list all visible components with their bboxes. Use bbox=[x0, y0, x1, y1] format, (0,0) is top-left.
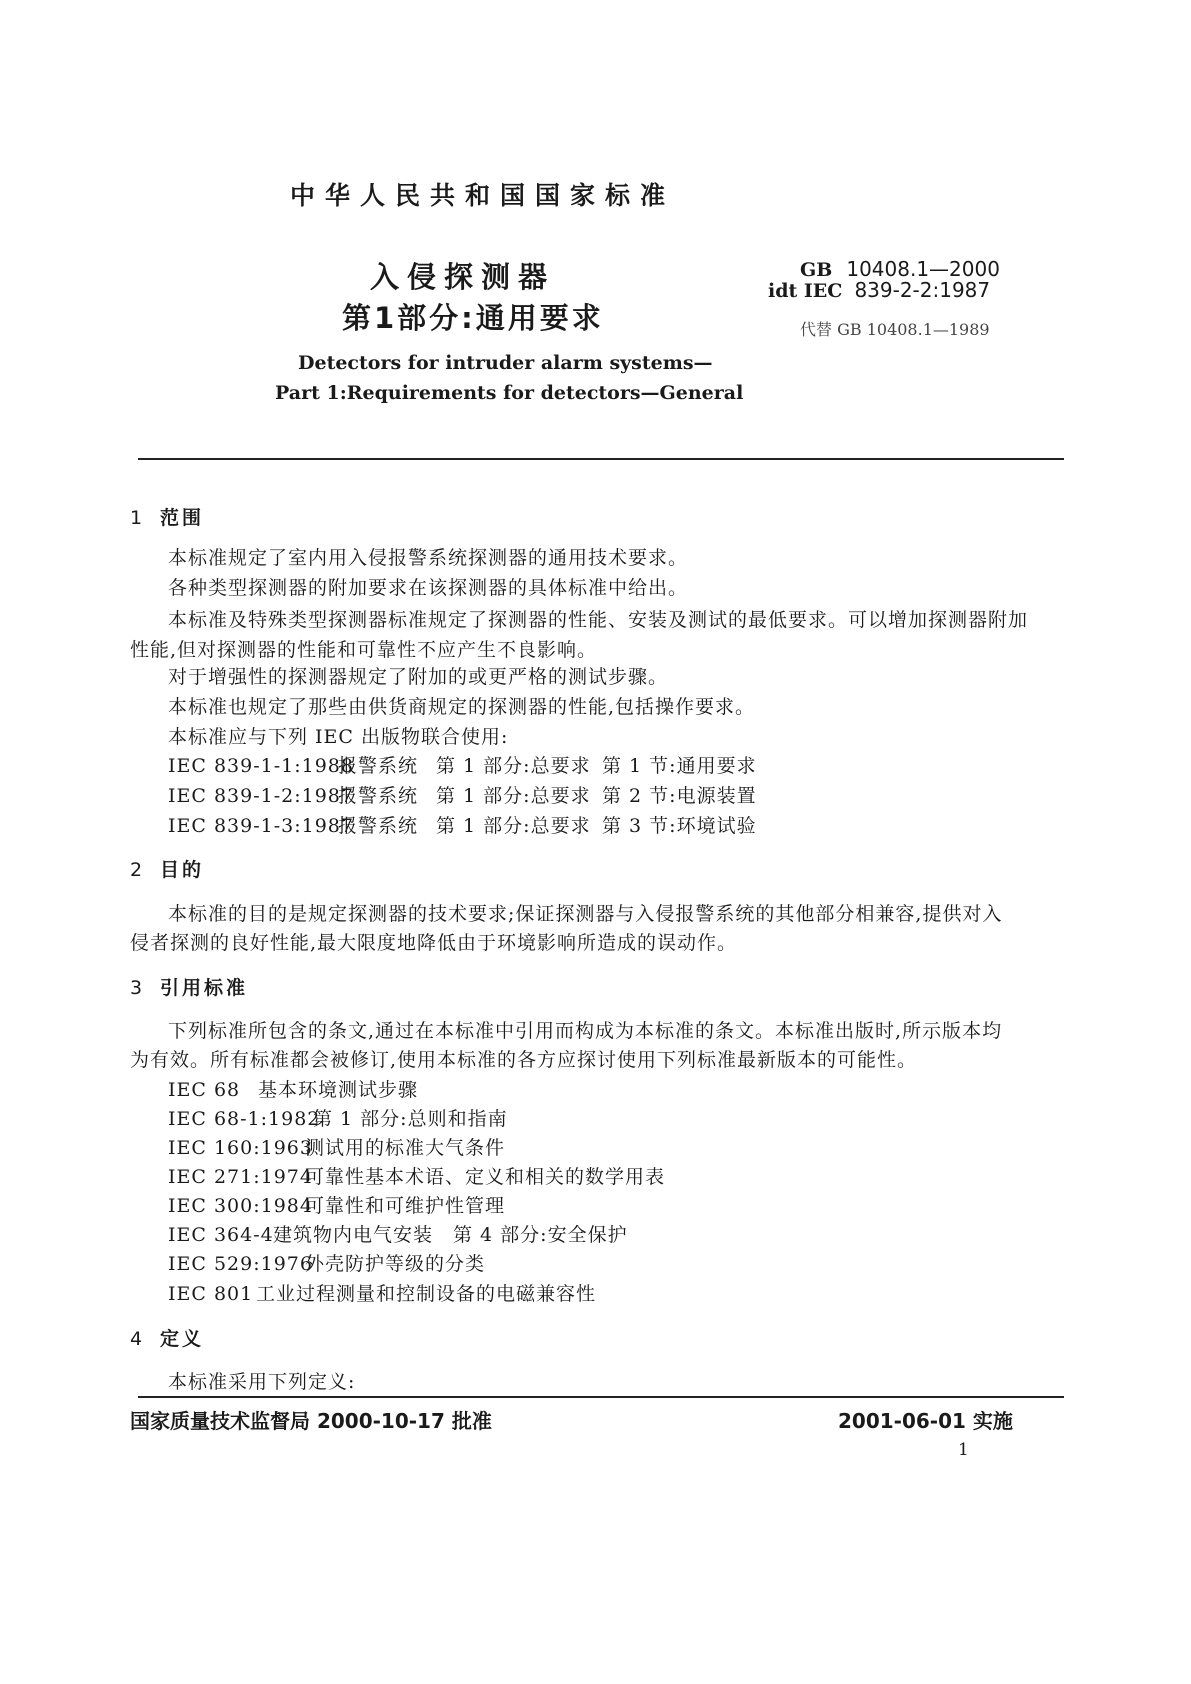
s3-ref-row bbox=[168, 1075, 418, 1102]
title-en-line1: Detectors for intruder alarm systems— bbox=[298, 352, 713, 374]
idt-code bbox=[768, 278, 990, 302]
ref-section: 第 3 节:环境试验 bbox=[602, 815, 757, 837]
section-2-title: 目的 bbox=[160, 859, 205, 881]
s1-paragraph-1: 本标准规定了室内用入侵报警系统探测器的通用技术要求。 bbox=[168, 547, 689, 569]
s1-paragraph-4: 对于增强性的探测器规定了附加的或更严格的测试步骤。 bbox=[168, 666, 669, 688]
ref-section: 第 1 节:通用要求 bbox=[602, 755, 757, 777]
section-4-heading bbox=[130, 1324, 204, 1351]
title-en-line2: Part 1:Requirements for detectors—General bbox=[275, 382, 744, 404]
section-3-title: 引用标准 bbox=[160, 977, 249, 999]
ref-code: IEC 160:1963 bbox=[168, 1137, 313, 1159]
s2-paragraph-1a: 本标准的目的是规定探测器的技术要求;保证探测器与入侵报警系统的其他部分相兼容,提供对入 bbox=[168, 903, 1003, 925]
ref-title: 可靠性和可维护性管理 bbox=[305, 1195, 506, 1217]
s1-paragraph-5: 本标准也规定了那些由供货商规定的探测器的性能,包括操作要求。 bbox=[168, 696, 756, 718]
ref-title: 测试用的标准大气条件 bbox=[305, 1137, 506, 1159]
ref-title: 工业过程测量和控制设备的电磁兼容性 bbox=[256, 1283, 597, 1305]
idt-code-number: 839-2-2:1987 bbox=[854, 278, 991, 302]
footer-divider bbox=[138, 1396, 1064, 1398]
s1-paragraph-3b: 性能,但对探测器的性能和可靠性不应产生不良影响。 bbox=[130, 639, 598, 661]
ref-code: IEC 529:1976 bbox=[168, 1253, 313, 1275]
header-divider bbox=[138, 458, 1064, 460]
idt-code-prefix: idt IEC bbox=[768, 280, 843, 302]
s2-paragraph-1b: 侵者探测的良好性能,最大限度地降低由于环境影响所造成的误动作。 bbox=[130, 932, 738, 954]
section-1-heading bbox=[130, 503, 204, 530]
ref-code: IEC 839-1-2:1987 bbox=[168, 785, 354, 807]
replaces-note: 代替 GB 10408.1—1989 bbox=[800, 320, 990, 339]
ref-section: 第 2 节:电源装置 bbox=[602, 785, 757, 807]
s3-ref-row bbox=[168, 1162, 665, 1189]
ref-title: 建筑物内电气安装 第 4 部分:安全保护 bbox=[273, 1224, 628, 1246]
standard-code-number: 10408.1—2000 bbox=[846, 257, 1000, 281]
section-1-title: 范围 bbox=[160, 507, 205, 529]
section-4-title: 定义 bbox=[160, 1328, 205, 1350]
section-3-number: 3 bbox=[130, 977, 143, 999]
effective-date: 2001-06-01 实施 bbox=[838, 1409, 1013, 1433]
title-cn-line2: 第1部分:通用要求 bbox=[342, 301, 604, 335]
s3-ref-row bbox=[168, 1191, 505, 1218]
ref-part: 第 1 部分:总要求 bbox=[436, 815, 591, 837]
s3-paragraph-1b: 为有效。所有标准都会被修订,使用本标准的各方应探讨使用下列标准最新版本的可能性。 bbox=[130, 1049, 918, 1071]
section-4-number: 4 bbox=[130, 1328, 143, 1350]
s1-paragraph-2: 各种类型探测器的附加要求在该探测器的具体标准中给出。 bbox=[168, 577, 689, 599]
ref-code: IEC 68-1:1982 bbox=[168, 1108, 321, 1130]
ref-code: IEC 271:1974 bbox=[168, 1166, 313, 1188]
s1-paragraph-6: 本标准应与下列 IEC 出版物联合使用: bbox=[168, 726, 509, 748]
ref-code: IEC 68 bbox=[168, 1079, 241, 1101]
s1-ref-row bbox=[168, 751, 757, 778]
ref-code: IEC 364-4 bbox=[168, 1224, 274, 1246]
page-number: 1 bbox=[958, 1440, 969, 1460]
section-3-heading bbox=[130, 973, 248, 1000]
s3-paragraph-1a: 下列标准所包含的条文,通过在本标准中引用而构成为本标准的条文。本标准出版时,所示版本均 bbox=[168, 1020, 1003, 1042]
s4-paragraph-1: 本标准采用下列定义: bbox=[168, 1371, 356, 1393]
ref-system: 报警系统 bbox=[338, 785, 419, 807]
ref-title: 基本环境测试步骤 bbox=[258, 1079, 419, 1101]
approval-note: 国家质量技术监督局 2000-10-17 批准 bbox=[130, 1409, 492, 1433]
ref-code: IEC 839-1-3:1987 bbox=[168, 815, 354, 837]
s3-ref-row bbox=[168, 1220, 628, 1247]
section-2-number: 2 bbox=[130, 859, 143, 881]
ref-title: 外壳防护等级的分类 bbox=[305, 1253, 486, 1275]
s1-ref-row bbox=[168, 781, 757, 808]
ref-code: IEC 839-1-1:1988 bbox=[168, 755, 354, 777]
ref-title: 可靠性基本术语、定义和相关的数学用表 bbox=[305, 1166, 666, 1188]
section-1-number: 1 bbox=[130, 507, 143, 529]
section-2-heading bbox=[130, 855, 204, 882]
ref-part: 第 1 部分:总要求 bbox=[436, 755, 591, 777]
ref-title: 第 1 部分:总则和指南 bbox=[313, 1108, 508, 1130]
ref-code: IEC 300:1984 bbox=[168, 1195, 313, 1217]
ref-system: 报警系统 bbox=[338, 755, 419, 777]
standard-code-prefix: GB bbox=[800, 259, 833, 281]
ref-part: 第 1 部分:总要求 bbox=[436, 785, 591, 807]
ref-system: 报警系统 bbox=[338, 815, 419, 837]
s3-ref-row bbox=[168, 1104, 508, 1131]
s3-ref-row bbox=[168, 1249, 485, 1276]
standard-org-title: 中华人民共和国国家标准 bbox=[290, 181, 676, 210]
title-cn-line1: 入侵探测器 bbox=[370, 260, 556, 294]
s1-ref-row bbox=[168, 811, 757, 838]
s3-ref-row bbox=[168, 1133, 505, 1160]
ref-code: IEC 801 bbox=[168, 1283, 254, 1305]
s1-paragraph-3a: 本标准及特殊类型探测器标准规定了探测器的性能、安装及测试的最低要求。可以增加探测器附加 bbox=[168, 609, 1029, 631]
s3-ref-row bbox=[168, 1279, 596, 1306]
